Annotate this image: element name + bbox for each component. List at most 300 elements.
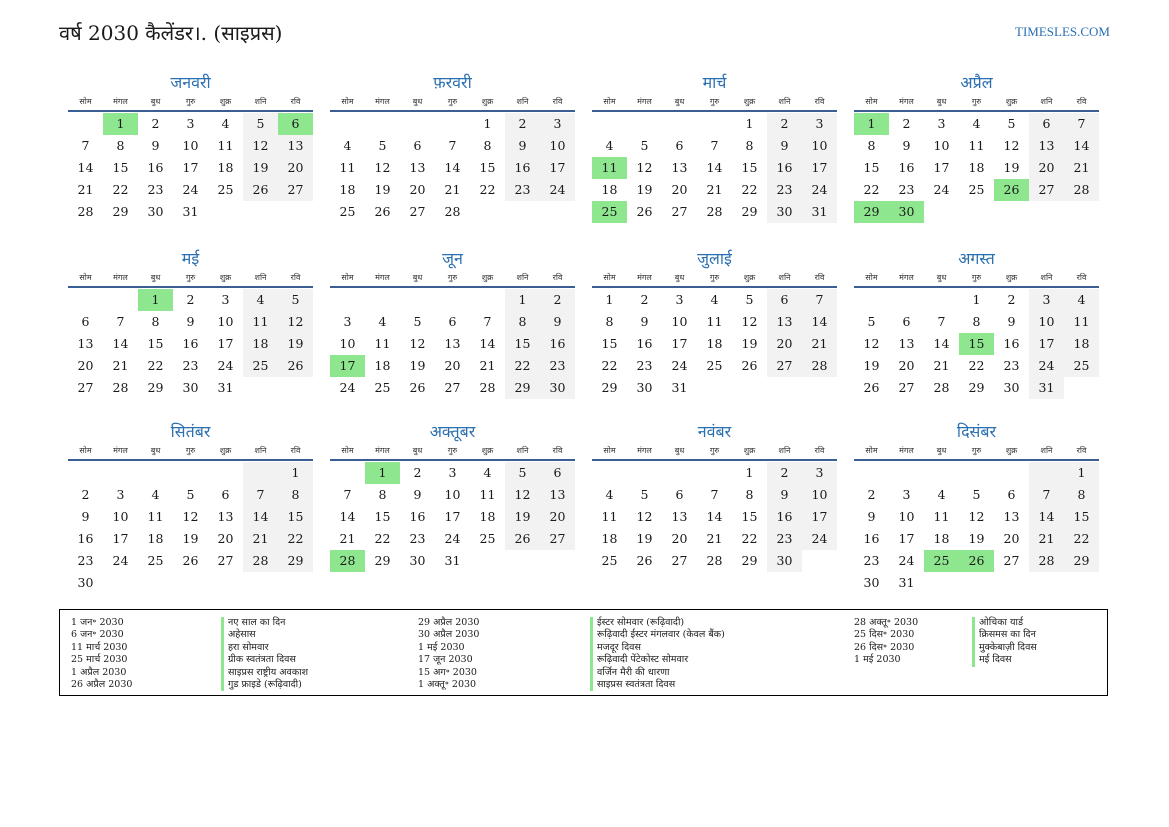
weekday-label: गुरु <box>185 97 196 106</box>
legend-date: 30 अप्रैल 2030 <box>418 629 480 641</box>
legend-date: 1 मई 2030 <box>854 654 901 666</box>
day-cell: 14 <box>802 311 837 333</box>
empty-cell <box>592 462 627 484</box>
weekday-header <box>592 272 837 288</box>
weekday-label: गुरु <box>709 97 720 106</box>
day-cell: 2 <box>767 113 802 135</box>
weekday-label: मंगल <box>637 273 652 282</box>
day-cell: 20 <box>767 333 802 355</box>
empty-cell <box>243 572 278 594</box>
day-cell: 13 <box>77 336 94 351</box>
legend-date: 1 मई 2030 <box>418 641 465 653</box>
day-cell: 31 <box>444 553 461 568</box>
day-cell: 26 <box>278 355 313 377</box>
day-cell: 5 <box>505 462 540 484</box>
weekday-label: बुध <box>936 97 947 106</box>
day-cell: 31 <box>1029 377 1064 399</box>
day-cell: 13 <box>444 336 461 351</box>
empty-cell <box>400 113 435 135</box>
day-cell: 27 <box>671 204 688 219</box>
day-cell: 17 <box>182 160 199 175</box>
day-cell: 30 <box>863 575 880 590</box>
day-cell: 22 <box>112 182 129 197</box>
day-cell: 7 <box>1064 113 1099 135</box>
day-cell: 23 <box>767 179 802 201</box>
day-cell: 26 <box>409 380 426 395</box>
day-cell: 27 <box>767 355 802 377</box>
holiday-day-cell: 25 <box>924 550 959 572</box>
day-cell: 6 <box>413 138 422 153</box>
day-cell: 7 <box>710 138 719 153</box>
empty-cell <box>854 289 889 311</box>
empty-cell <box>330 289 365 311</box>
empty-cell <box>1029 462 1064 484</box>
day-cell: 9 <box>540 311 575 333</box>
day-cell: 14 <box>243 506 278 528</box>
empty-cell <box>959 462 994 484</box>
empty-cell <box>365 289 400 311</box>
empty-cell <box>1029 201 1064 223</box>
day-cell: 30 <box>409 553 426 568</box>
day-cell: 12 <box>182 509 199 524</box>
day-cell: 17 <box>802 157 837 179</box>
day-cell: 17 <box>540 157 575 179</box>
weekday-label: सोम <box>79 97 92 106</box>
empty-cell <box>959 572 994 594</box>
day-cell: 4 <box>710 292 719 307</box>
holiday-day-cell: 15 <box>959 333 994 355</box>
day-grid <box>330 289 575 399</box>
day-cell: 9 <box>1007 314 1016 329</box>
weekday-label: शुक्र <box>219 446 232 455</box>
day-cell: 11 <box>374 336 391 351</box>
day-cell: 30 <box>540 377 575 399</box>
weekday-label: शुक्र <box>743 97 756 106</box>
day-cell: 1 <box>745 116 754 131</box>
day-cell: 19 <box>636 182 653 197</box>
day-cell: 6 <box>767 289 802 311</box>
day-cell: 3 <box>343 314 352 329</box>
day-cell: 23 <box>636 358 653 373</box>
weekday-label: शनि <box>516 97 529 106</box>
day-cell: 20 <box>898 358 915 373</box>
day-cell: 16 <box>540 333 575 355</box>
day-cell: 24 <box>444 531 461 546</box>
empty-cell <box>1064 377 1099 399</box>
month-calendar <box>592 419 837 572</box>
day-cell: 16 <box>863 531 880 546</box>
empty-cell <box>994 201 1029 223</box>
legend-holiday-name: ग्रीक स्वतंत्रता दिवस <box>228 654 296 666</box>
day-cell: 4 <box>243 289 278 311</box>
day-cell: 7 <box>483 314 492 329</box>
weekday-label: बुध <box>150 446 161 455</box>
day-cell: 4 <box>343 138 352 153</box>
empty-cell <box>278 201 313 223</box>
month-calendar <box>68 70 313 223</box>
day-cell: 9 <box>640 314 649 329</box>
day-cell: 11 <box>339 160 356 175</box>
day-grid <box>68 113 313 223</box>
legend-holiday-name: मुक्केबाज़ी दिवस <box>979 641 1037 653</box>
day-cell: 6 <box>675 138 684 153</box>
day-cell: 27 <box>540 528 575 550</box>
day-cell: 6 <box>448 314 457 329</box>
weekday-label: गुरु <box>447 97 458 106</box>
empty-cell <box>767 377 802 399</box>
day-cell: 26 <box>863 380 880 395</box>
legend-date: 26 दिस॰ 2030 <box>854 641 915 653</box>
day-cell: 29 <box>601 380 618 395</box>
empty-cell <box>627 113 662 135</box>
weekday-header <box>68 272 313 288</box>
day-cell: 5 <box>186 487 195 502</box>
empty-cell <box>662 462 697 484</box>
empty-cell <box>697 113 732 135</box>
day-cell: 15 <box>1064 506 1099 528</box>
weekday-label: शनि <box>778 273 791 282</box>
month-name: मार्च <box>702 73 727 92</box>
day-cell: 13 <box>767 311 802 333</box>
weekday-label: बुध <box>674 273 685 282</box>
day-cell: 31 <box>898 575 915 590</box>
weekday-label: सोम <box>79 273 92 282</box>
weekday-label: बुध <box>412 97 423 106</box>
day-cell: 18 <box>601 531 618 546</box>
day-cell: 3 <box>1029 289 1064 311</box>
day-cell: 18 <box>968 160 985 175</box>
weekday-label: गुरु <box>447 446 458 455</box>
month-calendar <box>592 70 837 223</box>
empty-cell <box>540 550 575 572</box>
day-cell: 17 <box>1029 333 1064 355</box>
day-cell: 28 <box>479 380 496 395</box>
day-cell: 23 <box>409 531 426 546</box>
day-cell: 9 <box>186 314 195 329</box>
day-cell: 21 <box>802 333 837 355</box>
day-cell: 12 <box>374 160 391 175</box>
day-cell: 19 <box>182 531 199 546</box>
day-grid <box>592 462 837 572</box>
day-cell: 22 <box>147 358 164 373</box>
month-name: मई <box>181 249 200 268</box>
legend-holiday-name: हरा सोमवार <box>228 641 269 653</box>
weekday-label: गुरु <box>971 97 982 106</box>
day-cell: 12 <box>968 509 985 524</box>
legend-holiday-name: नए साल का दिन <box>228 617 286 628</box>
day-cell: 13 <box>409 160 426 175</box>
day-cell: 29 <box>968 380 985 395</box>
day-cell: 22 <box>374 531 391 546</box>
empty-cell <box>435 289 470 311</box>
day-cell: 15 <box>374 509 391 524</box>
day-cell: 8 <box>745 487 754 502</box>
weekday-label: रवि <box>290 273 301 282</box>
day-cell: 7 <box>81 138 90 153</box>
day-cell: 9 <box>767 135 802 157</box>
holiday-day-cell: 1 <box>103 113 138 135</box>
day-cell: 20 <box>1029 157 1064 179</box>
day-cell: 9 <box>767 484 802 506</box>
empty-cell <box>889 462 924 484</box>
holiday-day-cell: 1 <box>138 289 173 311</box>
day-cell: 18 <box>339 182 356 197</box>
weekday-label: सोम <box>865 97 878 106</box>
day-cell: 29 <box>741 553 758 568</box>
day-cell: 21 <box>77 182 94 197</box>
month-name: फ़रवरी <box>433 73 472 92</box>
legend-holiday-name: गुड फ्राइडे (रूढ़िवादी) <box>228 678 302 690</box>
weekday-label: शुक्र <box>743 273 756 282</box>
day-grid <box>592 113 837 223</box>
holiday-day-cell: 28 <box>330 550 365 572</box>
day-cell: 14 <box>706 509 723 524</box>
day-cell: 20 <box>77 358 94 373</box>
legend-date: 26 अप्रैल 2030 <box>71 678 133 690</box>
day-cell: 21 <box>933 358 950 373</box>
day-cell: 2 <box>640 292 649 307</box>
weekday-header <box>330 96 575 112</box>
day-cell: 5 <box>640 138 649 153</box>
day-cell: 7 <box>802 289 837 311</box>
day-cell: 6 <box>675 487 684 502</box>
empty-cell <box>173 572 208 594</box>
weekday-label: सोम <box>603 97 616 106</box>
weekday-label: मंगल <box>637 446 652 455</box>
weekday-label: गुरु <box>447 273 458 282</box>
legend-date: 11 मार्च 2030 <box>71 641 128 653</box>
weekday-header <box>330 445 575 461</box>
month-calendar <box>854 70 1099 223</box>
empty-cell <box>505 550 540 572</box>
day-cell: 3 <box>937 116 946 131</box>
empty-cell <box>697 462 732 484</box>
weekday-label: रवि <box>552 446 563 455</box>
weekday-label: सोम <box>79 446 92 455</box>
day-cell: 17 <box>898 531 915 546</box>
day-cell: 15 <box>601 336 618 351</box>
day-cell: 2 <box>540 289 575 311</box>
empty-cell <box>103 462 138 484</box>
month-name: नवंबर <box>697 422 732 441</box>
day-cell: 26 <box>505 528 540 550</box>
day-cell: 16 <box>409 509 426 524</box>
day-cell: 2 <box>151 116 160 131</box>
day-cell: 19 <box>243 157 278 179</box>
day-cell: 27 <box>1029 179 1064 201</box>
day-cell: 24 <box>217 358 234 373</box>
day-cell: 4 <box>972 116 981 131</box>
day-cell: 12 <box>243 135 278 157</box>
month-name: जनवरी <box>170 73 211 92</box>
month-calendar <box>330 419 575 572</box>
day-cell: 4 <box>1064 289 1099 311</box>
day-cell: 2 <box>186 292 195 307</box>
day-cell: 16 <box>505 157 540 179</box>
day-cell: 28 <box>77 204 94 219</box>
day-cell: 25 <box>374 380 391 395</box>
day-cell: 30 <box>636 380 653 395</box>
day-cell: 23 <box>540 355 575 377</box>
day-grid <box>854 289 1099 399</box>
day-cell: 12 <box>409 336 426 351</box>
day-cell: 22 <box>1064 528 1099 550</box>
day-cell: 1 <box>605 292 614 307</box>
weekday-label: सोम <box>603 446 616 455</box>
day-cell: 6 <box>540 462 575 484</box>
day-cell: 31 <box>802 201 837 223</box>
month-name: अगस्त <box>958 249 995 268</box>
day-cell: 2 <box>867 487 876 502</box>
empty-cell <box>330 113 365 135</box>
weekday-label: गुरु <box>971 273 982 282</box>
day-cell: 14 <box>339 509 356 524</box>
day-cell: 22 <box>741 182 758 197</box>
day-cell: 5 <box>640 487 649 502</box>
day-cell: 11 <box>1064 311 1099 333</box>
weekday-label: रवि <box>1076 97 1087 106</box>
day-cell: 6 <box>221 487 230 502</box>
day-grid <box>330 113 575 223</box>
legend-date: 1 अक्तू॰ 2030 <box>418 678 477 690</box>
day-cell: 1 <box>483 116 492 131</box>
day-cell: 24 <box>802 179 837 201</box>
day-cell: 23 <box>77 553 94 568</box>
day-cell: 19 <box>409 358 426 373</box>
weekday-label: शनि <box>778 97 791 106</box>
empty-cell <box>924 289 959 311</box>
weekday-label: रवि <box>290 446 301 455</box>
day-cell: 11 <box>968 138 985 153</box>
day-cell: 12 <box>863 336 880 351</box>
day-cell: 13 <box>898 336 915 351</box>
day-cell: 23 <box>898 182 915 197</box>
holiday-legend <box>59 609 1108 696</box>
legend-holiday-name: रूढ़िवादी ईस्टर मंगलवार (केवल बैंक) <box>597 629 725 641</box>
day-cell: 5 <box>243 113 278 135</box>
day-grid <box>68 289 313 399</box>
day-cell: 5 <box>278 289 313 311</box>
day-cell: 16 <box>77 531 94 546</box>
weekday-label: गुरु <box>971 446 982 455</box>
day-cell: 26 <box>182 553 199 568</box>
weekday-header <box>854 445 1099 461</box>
empty-cell <box>138 462 173 484</box>
day-cell: 8 <box>483 138 492 153</box>
weekday-label: शुक्र <box>219 273 232 282</box>
day-cell: 14 <box>1064 135 1099 157</box>
day-cell: 31 <box>217 380 234 395</box>
day-cell: 13 <box>671 160 688 175</box>
empty-cell <box>889 289 924 311</box>
day-cell: 28 <box>1064 179 1099 201</box>
empty-cell <box>243 462 278 484</box>
day-cell: 8 <box>745 138 754 153</box>
day-cell: 13 <box>1003 509 1020 524</box>
day-cell: 18 <box>706 336 723 351</box>
weekday-label: बुध <box>674 446 685 455</box>
day-cell: 8 <box>867 138 876 153</box>
site-link[interactable]: TIMESLES.COM <box>1015 24 1110 39</box>
empty-cell <box>959 201 994 223</box>
day-cell: 1 <box>972 292 981 307</box>
day-cell: 18 <box>601 182 618 197</box>
weekday-label: सोम <box>341 273 354 282</box>
day-cell: 16 <box>636 336 653 351</box>
day-grid <box>854 113 1099 223</box>
day-cell: 26 <box>374 204 391 219</box>
day-cell: 4 <box>378 314 387 329</box>
weekday-label: सोम <box>865 273 878 282</box>
day-cell: 18 <box>1064 333 1099 355</box>
day-cell: 8 <box>972 314 981 329</box>
day-cell: 12 <box>636 509 653 524</box>
weekday-label: शुक्र <box>1005 273 1018 282</box>
day-cell: 24 <box>540 179 575 201</box>
day-cell: 15 <box>112 160 129 175</box>
day-cell: 26 <box>636 553 653 568</box>
weekday-label: शुक्र <box>481 446 494 455</box>
day-cell: 25 <box>479 531 496 546</box>
empty-cell <box>68 289 103 311</box>
day-cell: 28 <box>112 380 129 395</box>
day-cell: 27 <box>671 553 688 568</box>
day-cell: 24 <box>933 182 950 197</box>
legend-dates-column <box>854 617 918 667</box>
day-grid <box>330 462 575 572</box>
day-cell: 4 <box>221 116 230 131</box>
legend-date: 6 जन॰ 2030 <box>71 629 124 641</box>
day-cell: 30 <box>767 201 802 223</box>
weekday-label: रवि <box>290 97 301 106</box>
day-cell: 14 <box>77 160 94 175</box>
day-cell: 13 <box>540 484 575 506</box>
legend-holiday-name: वर्जिन मैरी की धारणा <box>597 666 670 678</box>
legend-date: 15 अग॰ 2030 <box>418 666 477 678</box>
day-cell: 12 <box>278 311 313 333</box>
day-cell: 8 <box>378 487 387 502</box>
day-cell: 24 <box>671 358 688 373</box>
empty-cell <box>662 113 697 135</box>
empty-cell <box>592 113 627 135</box>
day-cell: 29 <box>147 380 164 395</box>
empty-cell <box>138 572 173 594</box>
month-name: दिसंबर <box>956 422 997 441</box>
day-cell: 10 <box>112 509 129 524</box>
day-cell: 17 <box>444 509 461 524</box>
empty-cell <box>627 462 662 484</box>
empty-cell <box>68 462 103 484</box>
weekday-label: शुक्र <box>481 273 494 282</box>
day-cell: 4 <box>605 487 614 502</box>
holiday-day-cell: 1 <box>365 462 400 484</box>
day-cell: 27 <box>77 380 94 395</box>
day-cell: 10 <box>671 314 688 329</box>
day-cell: 5 <box>413 314 422 329</box>
day-cell: 7 <box>343 487 352 502</box>
day-cell: 21 <box>706 182 723 197</box>
weekday-label: गुरु <box>185 446 196 455</box>
holiday-day-cell: 11 <box>592 157 627 179</box>
day-cell: 11 <box>147 509 164 524</box>
day-cell: 31 <box>182 204 199 219</box>
weekday-label: गुरु <box>185 273 196 282</box>
day-cell: 10 <box>339 336 356 351</box>
weekday-label: रवि <box>814 97 825 106</box>
day-cell: 12 <box>636 160 653 175</box>
weekday-label: रवि <box>552 97 563 106</box>
day-cell: 28 <box>802 355 837 377</box>
